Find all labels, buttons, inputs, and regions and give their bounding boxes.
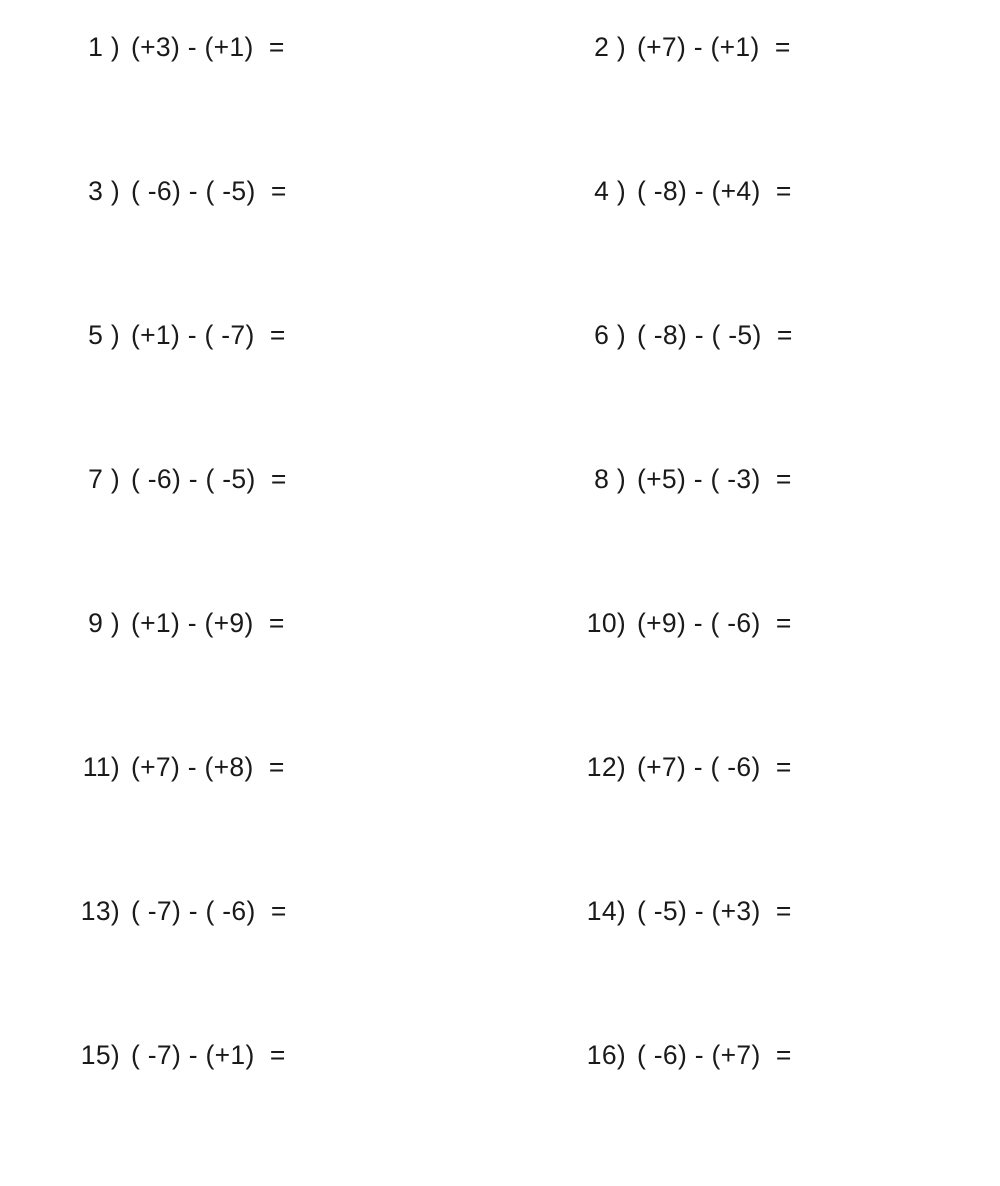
problem-item-15 xyxy=(0,1042,500,1069)
problem-row xyxy=(0,322,1000,466)
problem-number: 3 ) xyxy=(88,176,120,206)
problem-expression: (+3) - (+1) = xyxy=(131,32,285,62)
problem-item-12 xyxy=(500,754,1000,781)
problem-expression: ( -5) - (+3) = xyxy=(637,896,792,926)
problem-row xyxy=(0,178,1000,322)
problem-number: 6 ) xyxy=(594,320,626,350)
problem-number: 9 ) xyxy=(88,608,120,638)
problem-item-8 xyxy=(500,466,1000,493)
problem-expression: ( -8) - (+4) = xyxy=(637,176,792,206)
problem-number: 16) xyxy=(586,1040,626,1070)
problem-item-3 xyxy=(0,178,500,205)
problem-item-11 xyxy=(0,754,500,781)
problem-item-14 xyxy=(500,898,1000,925)
problem-number: 2 ) xyxy=(594,32,626,62)
problem-row xyxy=(0,898,1000,1042)
problem-row xyxy=(0,610,1000,754)
problem-number: 15) xyxy=(80,1040,120,1070)
problem-row xyxy=(0,34,1000,178)
problem-item-1 xyxy=(0,34,500,61)
problem-expression: (+1) - ( -7) = xyxy=(131,320,286,350)
problem-expression: ( -7) - ( -6) = xyxy=(131,896,287,926)
problem-expression: (+7) - (+1) = xyxy=(637,32,791,62)
problem-item-7 xyxy=(0,466,500,493)
problem-expression: (+5) - ( -3) = xyxy=(637,464,792,494)
problem-item-6 xyxy=(500,322,1000,349)
problem-number: 14) xyxy=(586,896,626,926)
problem-expression: (+9) - ( -6) = xyxy=(637,608,792,638)
problem-expression: ( -6) - (+7) = xyxy=(637,1040,792,1070)
problem-item-9 xyxy=(0,610,500,637)
problem-item-4 xyxy=(500,178,1000,205)
problem-grid xyxy=(0,34,1000,1186)
problem-expression: ( -7) - (+1) = xyxy=(131,1040,286,1070)
problem-expression: (+1) - (+9) = xyxy=(131,608,285,638)
problem-item-16 xyxy=(500,1042,1000,1069)
problem-row xyxy=(0,1042,1000,1186)
problem-expression: ( -8) - ( -5) = xyxy=(637,320,793,350)
problem-number: 12) xyxy=(586,752,626,782)
problem-number: 5 ) xyxy=(88,320,120,350)
problem-expression: (+7) - (+8) = xyxy=(131,752,285,782)
problem-number: 8 ) xyxy=(594,464,626,494)
problem-item-5 xyxy=(0,322,500,349)
problem-expression: (+7) - ( -6) = xyxy=(637,752,792,782)
problem-item-2 xyxy=(500,34,1000,61)
problem-item-10 xyxy=(500,610,1000,637)
problem-number: 7 ) xyxy=(88,464,120,494)
problem-number: 1 ) xyxy=(88,32,120,62)
problem-number: 11) xyxy=(82,752,120,782)
problem-row xyxy=(0,466,1000,610)
problem-expression: ( -6) - ( -5) = xyxy=(131,464,287,494)
problem-number: 4 ) xyxy=(594,176,626,206)
problem-number: 10) xyxy=(586,608,626,638)
problem-expression: ( -6) - ( -5) = xyxy=(131,176,287,206)
problem-item-13 xyxy=(0,898,500,925)
problem-number: 13) xyxy=(80,896,120,926)
problem-row xyxy=(0,754,1000,898)
